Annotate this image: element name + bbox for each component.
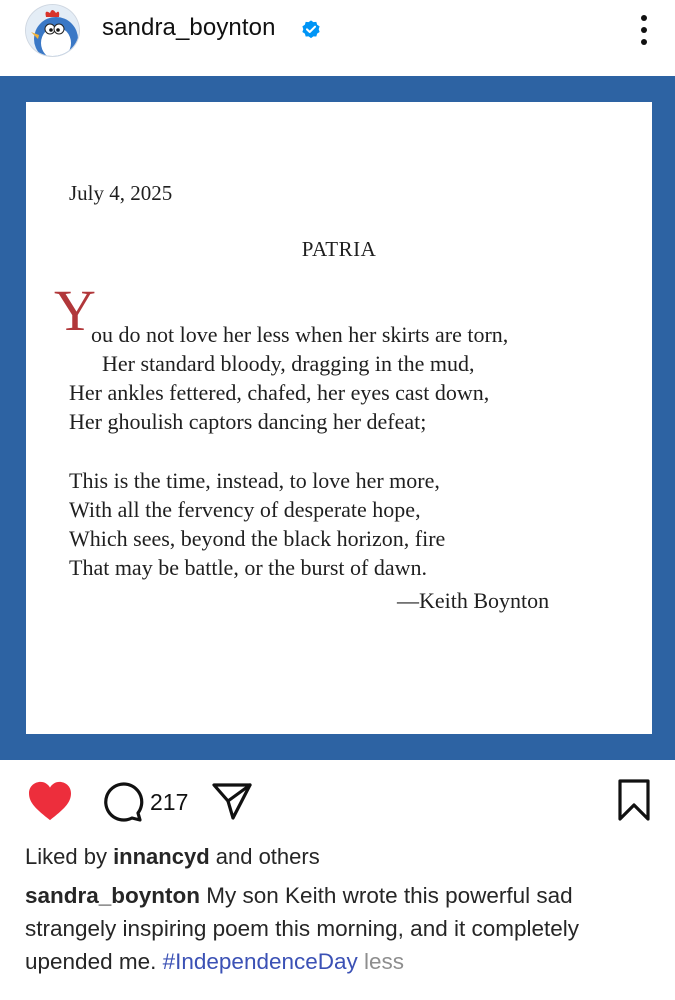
less-link[interactable]: less [357, 949, 405, 974]
action-bar [0, 770, 675, 830]
post-image[interactable] [0, 76, 675, 760]
hashtag-link[interactable]: #IndependenceDay [162, 949, 358, 974]
caption-text: My son Keith wrote this powerful sad strangely inspiring poem this morning, and it completely upended me. [25, 883, 580, 974]
poem-line: That may be battle, or the burst of dawn. [69, 555, 428, 580]
more-vertical-icon[interactable] [632, 12, 656, 48]
poem-line: Her ghoulish captors dancing her defeat; [69, 409, 427, 434]
likes-user[interactable]: innancyd [113, 844, 210, 869]
drop-cap: Y [54, 278, 96, 343]
poem-title: PATRIA [301, 237, 377, 261]
poem-line: ou do not love her less when her skirts are torn, [91, 322, 509, 347]
username-link[interactable]: sandra_boynton [102, 14, 276, 41]
avatar[interactable] [25, 4, 80, 57]
likes-suffix: and others [209, 844, 320, 869]
poem-page [26, 102, 652, 734]
share-icon[interactable] [211, 780, 253, 822]
likes-summary[interactable] [25, 844, 320, 870]
comment-count[interactable]: 217 [150, 789, 189, 815]
poem-date: July 4, 2025 [69, 181, 173, 205]
poem-signature: —Keith Boynton [397, 588, 550, 613]
caption [25, 879, 655, 978]
caption-username[interactable]: sandra_boynton [25, 883, 201, 908]
comment-icon[interactable] [100, 780, 144, 824]
poem-line: Her ankles fettered, chafed, her eyes cast down, [69, 380, 490, 405]
poem-line: This is the time, instead, to love her more, [69, 468, 440, 493]
likes-prefix: Liked by [25, 844, 114, 869]
poem-line: With all the fervency of desperate hope, [69, 497, 421, 522]
poem-line: Her standard bloody, dragging in the mud, [102, 351, 475, 376]
poem-line: Which sees, beyond the black horizon, fire [69, 526, 446, 551]
bookmark-icon[interactable] [615, 778, 653, 822]
verified-badge-icon [300, 19, 322, 41]
heart-icon[interactable] [27, 780, 73, 822]
post-header [0, 0, 675, 76]
penguin-chicken-avatar-icon [26, 5, 80, 57]
